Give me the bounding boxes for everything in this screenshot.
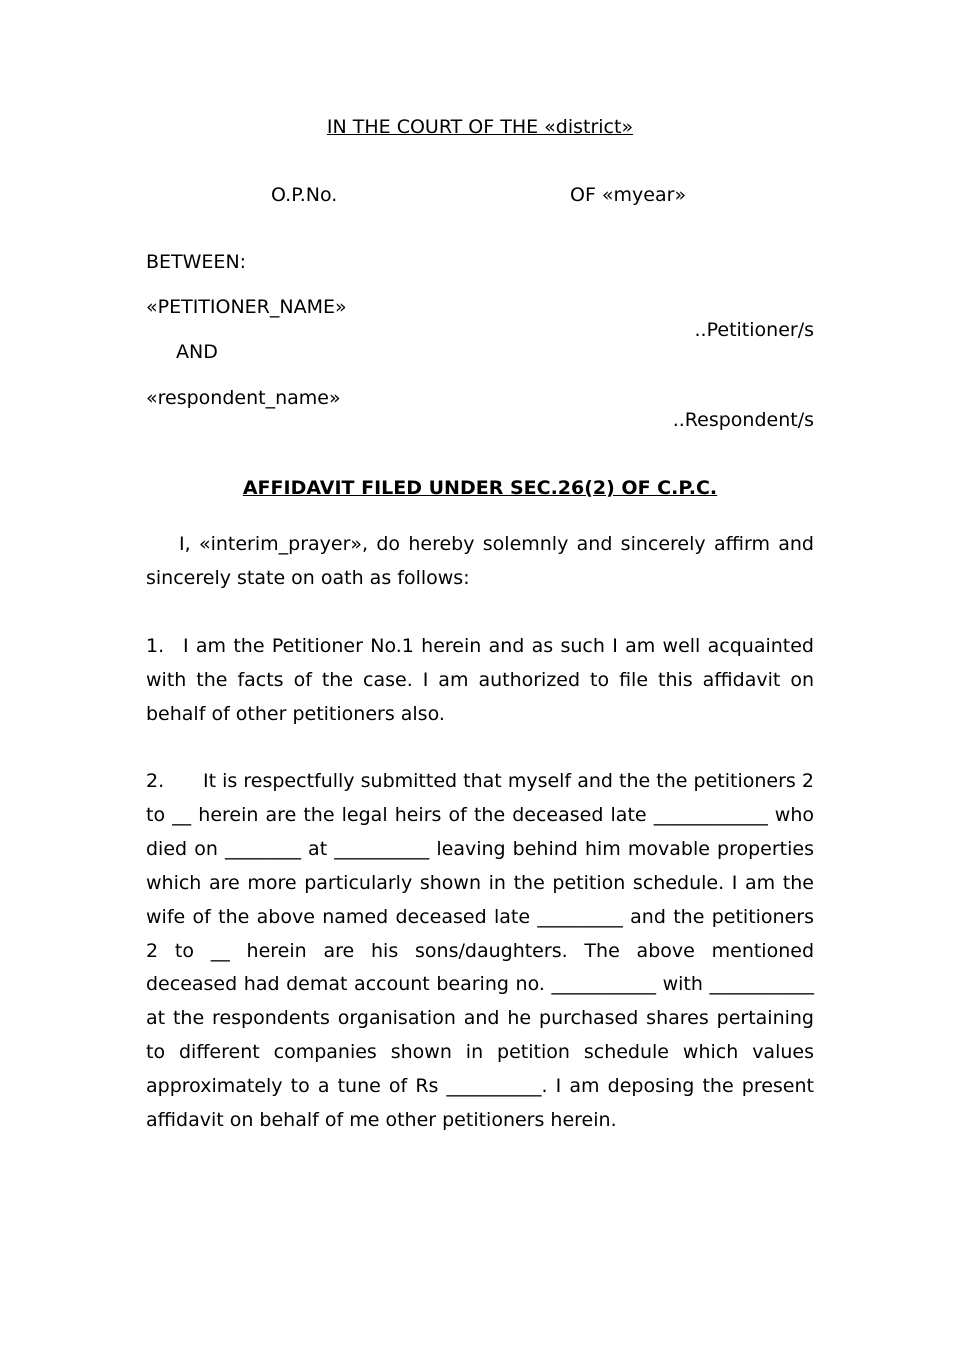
- case-year-label: OF «myear»: [570, 184, 687, 206]
- paragraph-2: [146, 765, 814, 1138]
- petitioner-name: «PETITIONER_NAME»: [146, 296, 347, 318]
- respondent-name: «respondent_name»: [146, 387, 341, 409]
- between-label: BETWEEN:: [146, 251, 247, 273]
- op-number-label: O.P.No.: [271, 184, 338, 206]
- paragraph-1: [146, 630, 814, 732]
- paragraph-text: It is respectfully submitted that myself and the the petitioners 2 to __ herein are the legal heirs of the deceased late ____________ who died on ________ at __________ leaving behind him movable properties which are more particularly shown in the petition schedule. I am the wife of the above named deceased late _________ and the petitioners 2 to __ herein are his sons/daughters. The above mentioned deceased had demat account bearing no. ___________ with ___________ at the respondents organisation and he purchased shares pertaining to different companies shown in petition schedule which values approximately to a tune of Rs __________. I am deposing the present affidavit on behalf of me other petitioners herein.: [146, 770, 814, 1132]
- court-title: IN THE COURT OF THE «district»: [326, 116, 634, 138]
- affidavit-heading: AFFIDAVIT FILED UNDER SEC.26(2) OF C.P.C.: [242, 477, 718, 499]
- paragraph-number: 2.: [146, 770, 165, 792]
- paragraph-text: I am the Petitioner No.1 herein and as such I am well acquainted with the facts of the case. I am authorized to file this affidavit on behalf of other petitioners also.: [146, 635, 814, 725]
- intro-paragraph: I, «interim_prayer», do hereby solemnly and sincerely affirm and sincerely state on oath as follows:: [146, 533, 814, 589]
- respondent-role: ..Respondent/s: [672, 409, 814, 431]
- petitioner-role: ..Petitioner/s: [694, 319, 814, 341]
- and-label: AND: [176, 341, 218, 363]
- paragraph-number: 1.: [146, 635, 165, 657]
